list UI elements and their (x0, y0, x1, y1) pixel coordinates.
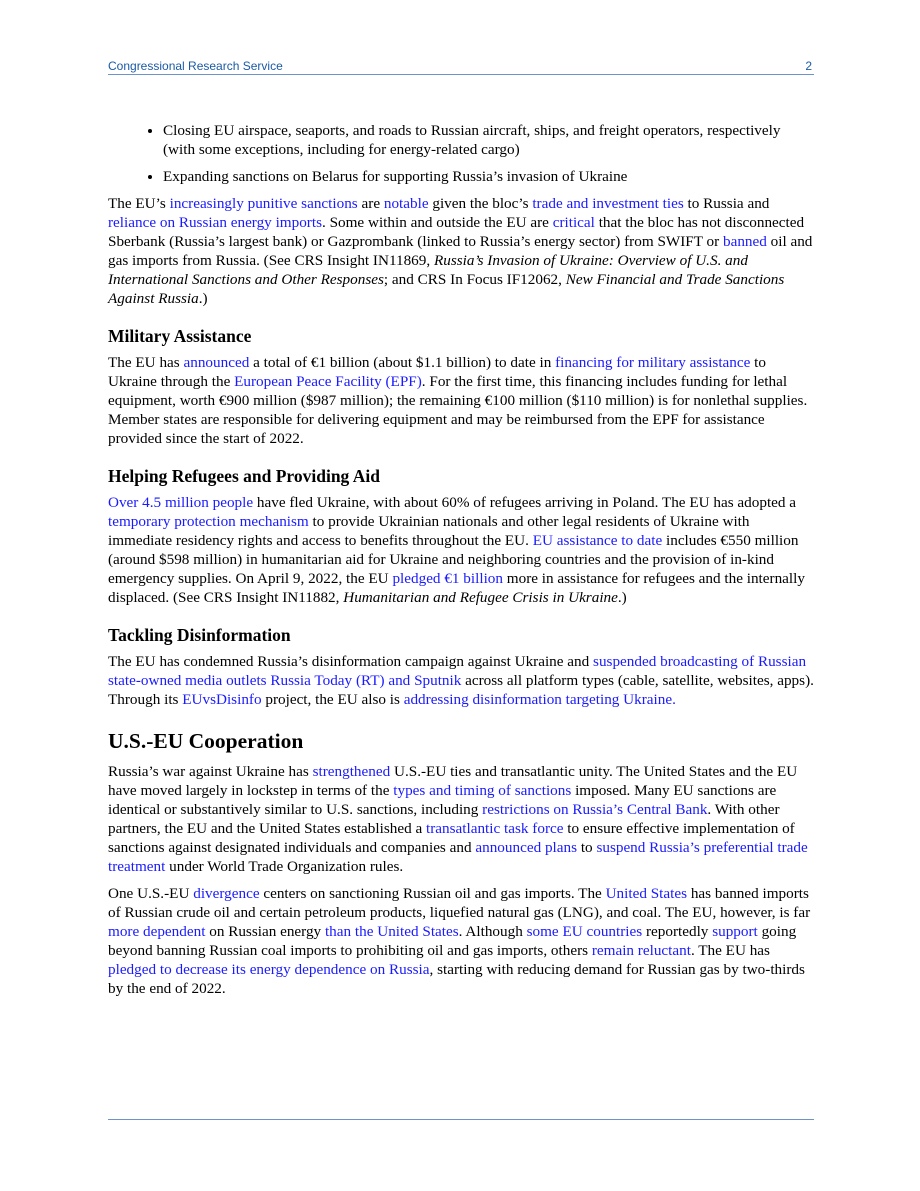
link-addressing-disinformation[interactable]: addressing disinformation targeting Ukraine. (403, 691, 676, 708)
page-header (108, 59, 812, 73)
link-remain-reluctant[interactable]: remain reluctant (591, 942, 691, 959)
link-european-peace-facility[interactable]: European Peace Facility (EPF) (234, 373, 422, 390)
link-critical[interactable]: critical (552, 214, 595, 231)
disinformation-paragraph: The EU has condemned Russia’s disinformation campaign against Ukraine and suspended broadcasting of Russian state-owned media outlets Russia Today (RT) and Sputnik across all platform types (cable, satellite, websites, apps). Through its EUvsDisinfo project, the EU also is addressing disinformation targeting Ukraine. (108, 653, 814, 708)
link-announced[interactable]: announced (183, 354, 250, 371)
link-than-the-united-states[interactable]: than the United States (324, 923, 459, 940)
link-announced-plans[interactable]: announced plans (475, 839, 578, 856)
link-transatlantic-task-force[interactable]: transatlantic task force (426, 820, 564, 837)
link-some-eu-countries[interactable]: some EU countries (526, 923, 643, 940)
cooperation-paragraph-1: Russia’s war against Ukraine has strengthened U.S.-EU ties and transatlantic unity. The United States and the EU have moved largely in lockstep in terms of the types and timing of sanctions imposed. Many EU sanctions are identical or substantively similar to U.S. sanctions, including restrictions on Russia’s Central Bank. With other partners, the EU and the United States established a transatlantic task force to ensure effective implementation of sanctions against designated individuals and companies and announced plans to suspend Russia’s preferential trade treatment under World Trade Organization rules. (108, 763, 808, 875)
bullet-item: • Closing EU airspace, seaports, and roads to Russian aircraft, ships, and freight operators, respectively (with some exceptions, including for energy-related cargo) (163, 121, 816, 159)
bullet-item: • Expanding sanctions on Belarus for supporting Russia’s invasion of Ukraine (163, 167, 816, 186)
military-paragraph: The EU has announced a total of €1 billion (about $1.1 billion) to date in financing for military assistance to Ukraine through the European Peace Facility (EPF). For the first time, this financing includes funding for lethal equipment, worth €900 million ($987 million); the remaining €100 million ($110 million) is for nonlethal supplies. Member states are responsible for delivering equipment and may be reimbursed from the EPF for assistance provided since the start of 2022. (108, 354, 808, 447)
link-support[interactable]: support (712, 923, 758, 940)
link-temporary-protection[interactable]: temporary protection mechanism (108, 513, 309, 530)
link-reliance-energy-imports[interactable]: reliance on Russian energy imports (108, 214, 322, 231)
link-more-dependent[interactable]: more dependent (108, 923, 206, 940)
sanctions-paragraph: The EU’s increasingly punitive sanctions are notable given the bloc’s trade and investment ties to Russia and reliance on Russian energy imports. Some within and outside the EU are critical that the bloc has not disconnected Sberbank (Russia’s largest bank) or Gazprombank (linked to Russia’s energy sector) from SWIFT or banned oil and gas imports from Russia. (See CRS Insight IN11869, Russia’s Invasion of Ukraine: Overview of U.S. and International Sanctions and Other Responses; and CRS In Focus IF12062, New Financial and Trade Sanctions Against Russia.) (108, 195, 813, 307)
link-suspend-preferential-trade[interactable]: suspend Russia’s preferential trade treatment (108, 839, 808, 875)
link-restrictions-central-bank[interactable]: restrictions on Russia’s Central Bank (482, 801, 708, 818)
refugees-paragraph: Over 4.5 million people have fled Ukraine, with about 60% of refugees arriving in Poland. The EU has adopted a temporary protection mechanism to provide Ukrainian nationals and other legal residents of Ukraine with immediate residency rights and access to benefits throughout the EU. EU assistance to date includes €550 million (around $598 million) in humanitarian aid for Ukraine and neighboring countries and the provision of in-kind emergency supplies. On April 9, 2022, the EU pledged €1 billion more in assistance for refugees and the internally displaced. (See CRS Insight IN11882, Humanitarian and Refugee Crisis in Ukraine.) (108, 494, 805, 606)
link-divergence[interactable]: divergence (193, 885, 260, 902)
link-increasingly-punitive-sanctions[interactable]: increasingly punitive sanctions (169, 195, 358, 212)
link-financing-military-assistance[interactable]: financing for military assistance (555, 354, 751, 371)
link-banned[interactable]: banned (722, 233, 767, 250)
heading-military-assistance: Military Assistance (108, 326, 252, 346)
link-over-4-5-million[interactable]: Over 4.5 million people (108, 494, 254, 511)
header-title: Congressional Research Service (108, 59, 283, 73)
link-strengthened[interactable]: strengthened (312, 763, 391, 780)
link-pledged-decrease-dependence[interactable]: pledged to decrease its energy dependence on Russia (108, 961, 430, 978)
link-pledged-1-billion[interactable]: pledged €1 billion (392, 570, 503, 587)
link-suspended-broadcasting[interactable]: suspended broadcasting of Russian state-owned media outlets Russia Today (RT) and Sputnik (108, 653, 807, 689)
link-eu-assistance[interactable]: EU assistance to date (532, 532, 663, 549)
heading-us-eu-cooperation: U.S.-EU Cooperation (108, 729, 304, 753)
header-rule (108, 74, 814, 75)
link-notable[interactable]: notable (383, 195, 429, 212)
heading-refugees-aid: Helping Refugees and Providing Aid (108, 466, 380, 486)
link-types-timing-sanctions[interactable]: types and timing of sanctions (393, 782, 572, 799)
page-number: 2 (805, 59, 812, 73)
link-euvsdisinfo[interactable]: EUvsDisinfo (182, 691, 262, 708)
link-united-states[interactable]: United States (605, 885, 688, 902)
link-trade-investment-ties[interactable]: trade and investment ties (532, 195, 684, 212)
document-body (108, 121, 816, 1006)
cooperation-paragraph-2: One U.S.-EU divergence centers on sanctioning Russian oil and gas imports. The United States has banned imports of Russian crude oil and certain petroleum products, liquefied natural gas (LNG), and coal. The EU, however, is far more dependent on Russian energy than the United States. Although some EU countries reportedly support going beyond banning Russian coal imports to prohibiting oil and gas imports, others remain reluctant. The EU has pledged to decrease its energy dependence on Russia, starting with reducing demand for Russian gas by two-thirds by the end of 2022. (108, 885, 811, 997)
footer-rule (108, 1119, 814, 1120)
heading-tackling-disinformation: Tackling Disinformation (108, 625, 291, 645)
sanctions-bullet-list (108, 121, 816, 186)
